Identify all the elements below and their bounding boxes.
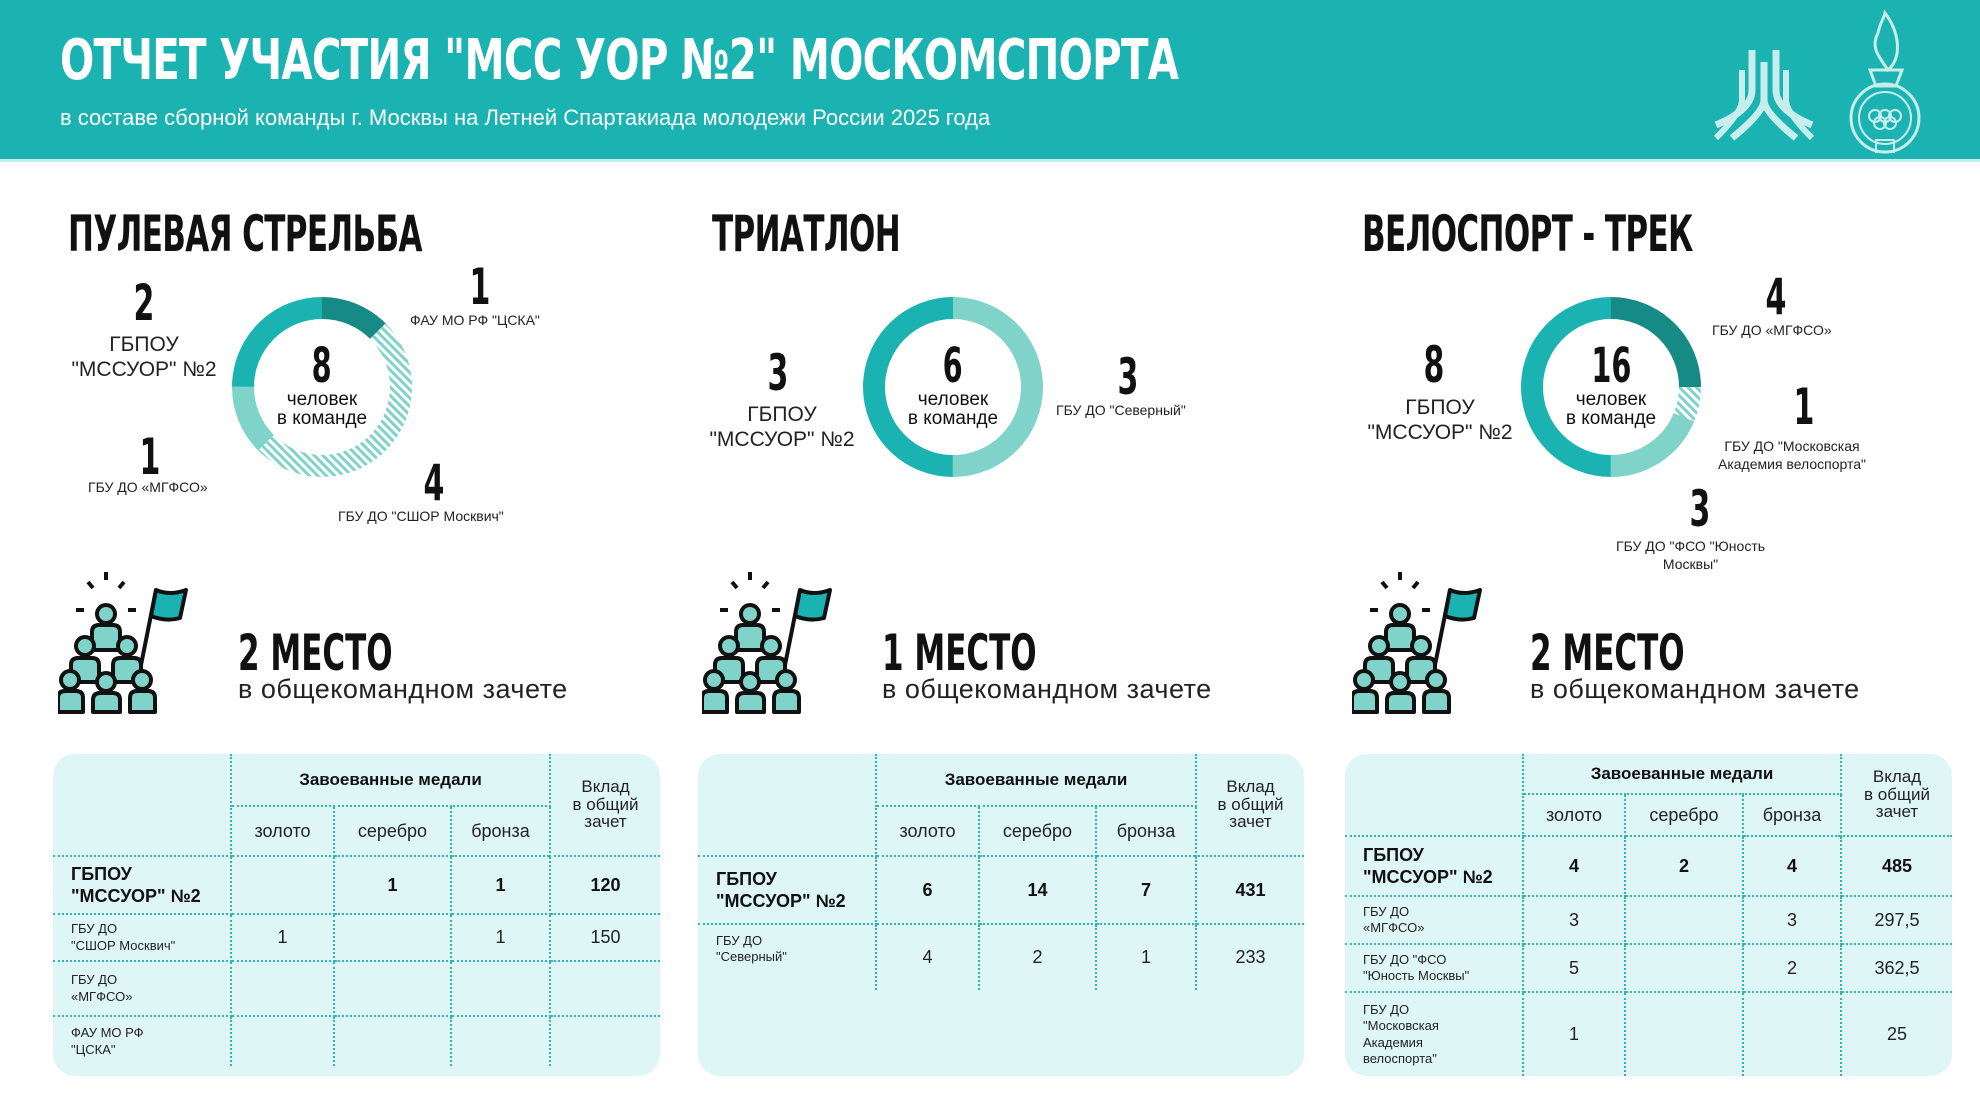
section-title: ПУЛЕВАЯ СТРЕЛЬБА	[68, 205, 422, 263]
contribution-header	[550, 754, 660, 856]
gold-cell: 5	[1523, 944, 1625, 992]
bronze-cell	[451, 961, 550, 1016]
contribution-cell	[550, 1016, 660, 1066]
gold-cell	[231, 1016, 334, 1066]
contribution-header	[1841, 754, 1952, 836]
corner-cell	[1345, 754, 1523, 836]
medals-header: Завоеванные медали	[1523, 754, 1841, 794]
org-line: «МГФСО»	[1363, 920, 1425, 935]
org-line: ГБУ ДО	[71, 972, 118, 988]
contribution-header	[1196, 754, 1304, 856]
org-line: Академия велоспорта"	[1718, 455, 1866, 472]
team-total: 16	[1590, 338, 1632, 394]
org-line: "ЦСКА"	[71, 1041, 116, 1057]
silver-cell: 14	[979, 856, 1096, 924]
bronze-header: бронза	[451, 806, 550, 856]
org-name	[698, 856, 876, 924]
medals-header: Завоеванные медали	[231, 754, 550, 806]
silver-cell: 2	[1625, 836, 1743, 896]
silver-header: серебро	[334, 806, 451, 856]
team-total: 8	[311, 338, 333, 394]
page-subtitle: в составе сборной команды г. Москвы на Летней Спартакиада молодежи России 2025 года	[60, 105, 991, 130]
section-title: ВЕЛОСПОРТ - ТРЕК	[1362, 205, 1693, 263]
gold-cell	[231, 961, 334, 1016]
contribution-cell: 431	[1196, 856, 1304, 924]
medals-table-card	[53, 754, 660, 1076]
org-line: "МССУОР" №2	[1363, 867, 1493, 887]
donut-center-label	[883, 338, 1023, 429]
gold-cell: 6	[876, 856, 979, 924]
medals-header: Завоеванные медали	[876, 754, 1196, 806]
bronze-cell	[451, 1016, 550, 1066]
contribution-cell: 362,5	[1841, 944, 1952, 992]
member-org: ГБУ ДО «МГФСО»	[1712, 322, 1832, 338]
member-count: 1	[1793, 378, 1815, 436]
place-rank: 2 МЕСТО	[1530, 624, 1685, 682]
member-count: 8	[1423, 336, 1445, 394]
gold-cell: 4	[876, 924, 979, 990]
org-line: ГБУ ДО "ФСО	[1363, 951, 1447, 967]
org-line: ГБПОУ	[109, 333, 179, 356]
member-org	[1360, 395, 1520, 445]
contribution-cell: 233	[1196, 924, 1304, 990]
gold-cell: 1	[231, 914, 334, 961]
table-row	[1345, 944, 1952, 992]
gold-cell: 3	[1523, 896, 1625, 944]
member-count: 4	[1765, 268, 1787, 326]
member-org: ФАУ МО РФ "ЦСКА"	[410, 312, 540, 328]
silver-cell	[334, 1016, 451, 1066]
gold-header: золото	[1523, 794, 1625, 836]
org-line: ФАУ МО РФ	[71, 1025, 144, 1041]
place-caption: в общекомандном зачете	[238, 674, 568, 704]
member-org: ГБУ ДО «МГФСО»	[88, 479, 208, 495]
org-line: «МГФСО»	[71, 988, 133, 1004]
member-org	[64, 332, 224, 382]
gold-cell	[231, 856, 334, 914]
member-count: 3	[1117, 348, 1139, 406]
contribution-cell: 297,5	[1841, 896, 1952, 944]
bronze-cell: 7	[1096, 856, 1196, 924]
medals-table-card	[698, 754, 1304, 1076]
team-pyramid-flag-icon	[58, 570, 208, 720]
org-name	[53, 914, 231, 961]
team-caption: в команде	[276, 408, 368, 429]
contribution-cell: 25	[1841, 992, 1952, 1076]
silver-cell	[1625, 992, 1743, 1076]
header-line: Вклад	[1226, 776, 1275, 796]
member-org: ГБУ ДО "СШОР Москвич"	[338, 508, 504, 524]
bronze-cell: 3	[1743, 896, 1841, 944]
org-line: ГБУ ДО "Московская	[1724, 438, 1860, 454]
header-line: Вклад	[581, 776, 630, 796]
silver-cell: 1	[334, 856, 451, 914]
gold-cell: 1	[1523, 992, 1625, 1076]
silver-header: серебро	[1625, 794, 1743, 836]
header-line: в общий	[572, 794, 639, 814]
table-row	[1345, 896, 1952, 944]
silver-cell	[1625, 896, 1743, 944]
contribution-cell: 485	[1841, 836, 1952, 896]
org-line: "Московская	[1363, 1018, 1439, 1034]
org-line: ГБПОУ	[747, 403, 817, 426]
org-line: "МССУОР" №2	[71, 886, 201, 906]
silver-header: серебро	[979, 806, 1096, 856]
donut-center-label	[1541, 338, 1681, 429]
header-line: зачет	[1229, 812, 1272, 832]
bronze-cell	[1743, 992, 1841, 1076]
contribution-cell: 150	[550, 914, 660, 961]
medals-table	[53, 754, 660, 1066]
org-name	[1345, 944, 1523, 992]
medals-table	[1345, 754, 1952, 1076]
header-line: зачет	[584, 812, 627, 832]
bronze-header: бронза	[1743, 794, 1841, 836]
place-caption: в общекомандном зачете	[1530, 674, 1860, 704]
member-count: 4	[423, 454, 445, 512]
silver-cell	[334, 914, 451, 961]
team-pyramid-flag-icon	[1352, 570, 1502, 720]
org-line: Москвы"	[1662, 555, 1719, 572]
table-row	[1345, 836, 1952, 896]
member-count: 1	[139, 428, 161, 486]
org-line: "МССУОР" №2	[1367, 421, 1513, 445]
team-pyramid-flag-icon	[702, 570, 852, 720]
org-name	[53, 1016, 231, 1066]
org-name	[1345, 896, 1523, 944]
page-title: ОТЧЕТ УЧАСТИЯ "МСС УОР №2" МОСКОМСПОРТА	[60, 28, 1179, 93]
member-org	[702, 402, 862, 452]
contribution-cell	[550, 961, 660, 1016]
table-row	[698, 856, 1304, 924]
silver-cell	[1625, 944, 1743, 992]
bronze-cell: 4	[1743, 836, 1841, 896]
gold-cell: 4	[1523, 836, 1625, 896]
gold-header: золото	[231, 806, 334, 856]
org-line: велоспорта"	[1363, 1050, 1437, 1066]
member-org	[1718, 438, 1866, 473]
table-row	[53, 1016, 660, 1066]
team-caption: в команде	[907, 408, 999, 429]
spartakiad-torch-emblem-icon	[1840, 8, 1930, 156]
org-line: ГБУ ДО	[716, 933, 763, 948]
org-line: "СШОР Москвич"	[71, 937, 176, 953]
org-line: ГБПОУ	[1363, 844, 1424, 865]
place-rank: 2 МЕСТО	[238, 624, 393, 682]
team-total: 6	[942, 338, 964, 394]
org-line: ГБПОУ	[1405, 396, 1475, 419]
org-name	[53, 961, 231, 1016]
table-row	[53, 961, 660, 1016]
team-caption: человек	[1575, 389, 1647, 410]
org-line: ГБПОУ	[71, 863, 132, 884]
member-count: 3	[767, 344, 789, 402]
member-org: ГБУ ДО "Северный"	[1056, 402, 1186, 418]
section-title: ТРИАТЛОН	[712, 205, 901, 263]
org-line: "МССУОР" №2	[709, 428, 855, 452]
team-caption: человек	[286, 389, 358, 410]
table-row	[1345, 992, 1952, 1076]
corner-cell	[53, 754, 231, 856]
org-line: ГБУ ДО	[1363, 1002, 1410, 1017]
silver-cell: 2	[979, 924, 1096, 990]
bronze-header: бронза	[1096, 806, 1196, 856]
org-line: ГБПОУ	[716, 868, 777, 889]
org-line: ГБУ ДО	[71, 921, 118, 937]
org-name	[53, 856, 231, 914]
gold-header: золото	[876, 806, 979, 856]
header-banner	[0, 0, 1980, 162]
org-name	[698, 924, 876, 990]
corner-cell	[698, 754, 876, 856]
place-rank: 1 МЕСТО	[882, 624, 1037, 682]
table-row	[53, 856, 660, 914]
header-line: в общий	[1864, 784, 1930, 804]
org-line: "МССУОР" №2	[716, 891, 846, 911]
table-row	[698, 924, 1304, 990]
contribution-cell: 120	[550, 856, 660, 914]
silver-cell	[334, 961, 451, 1016]
member-count: 2	[133, 274, 155, 332]
org-line: "Северный"	[716, 949, 787, 965]
bronze-cell: 1	[451, 914, 550, 961]
header-line: в общий	[1217, 794, 1284, 814]
org-name	[1345, 992, 1523, 1076]
org-line: Академия	[1363, 1034, 1423, 1050]
bronze-cell: 1	[1096, 924, 1196, 990]
medals-table-card	[1345, 754, 1952, 1076]
bronze-cell: 1	[451, 856, 550, 914]
org-line: ГБУ ДО "ФСО "Юность	[1616, 538, 1766, 554]
org-line: "Юность Москвы"	[1363, 968, 1470, 983]
moskomsport-logo-icon	[1712, 50, 1816, 142]
org-line: "МССУОР" №2	[71, 358, 217, 382]
place-caption: в общекомандном зачете	[882, 674, 1212, 704]
table-row	[53, 914, 660, 961]
medals-table	[698, 754, 1304, 990]
team-caption: человек	[917, 389, 989, 410]
member-count: 1	[469, 258, 491, 316]
header-line: зачет	[1875, 802, 1919, 822]
member-count: 3	[1689, 480, 1711, 538]
member-org	[1616, 538, 1765, 573]
org-line: ГБУ ДО	[1363, 903, 1410, 919]
donut-center-label	[252, 338, 392, 429]
team-caption: в команде	[1565, 408, 1657, 429]
org-name	[1345, 836, 1523, 896]
header-line: Вклад	[1872, 766, 1922, 786]
bronze-cell: 2	[1743, 944, 1841, 992]
